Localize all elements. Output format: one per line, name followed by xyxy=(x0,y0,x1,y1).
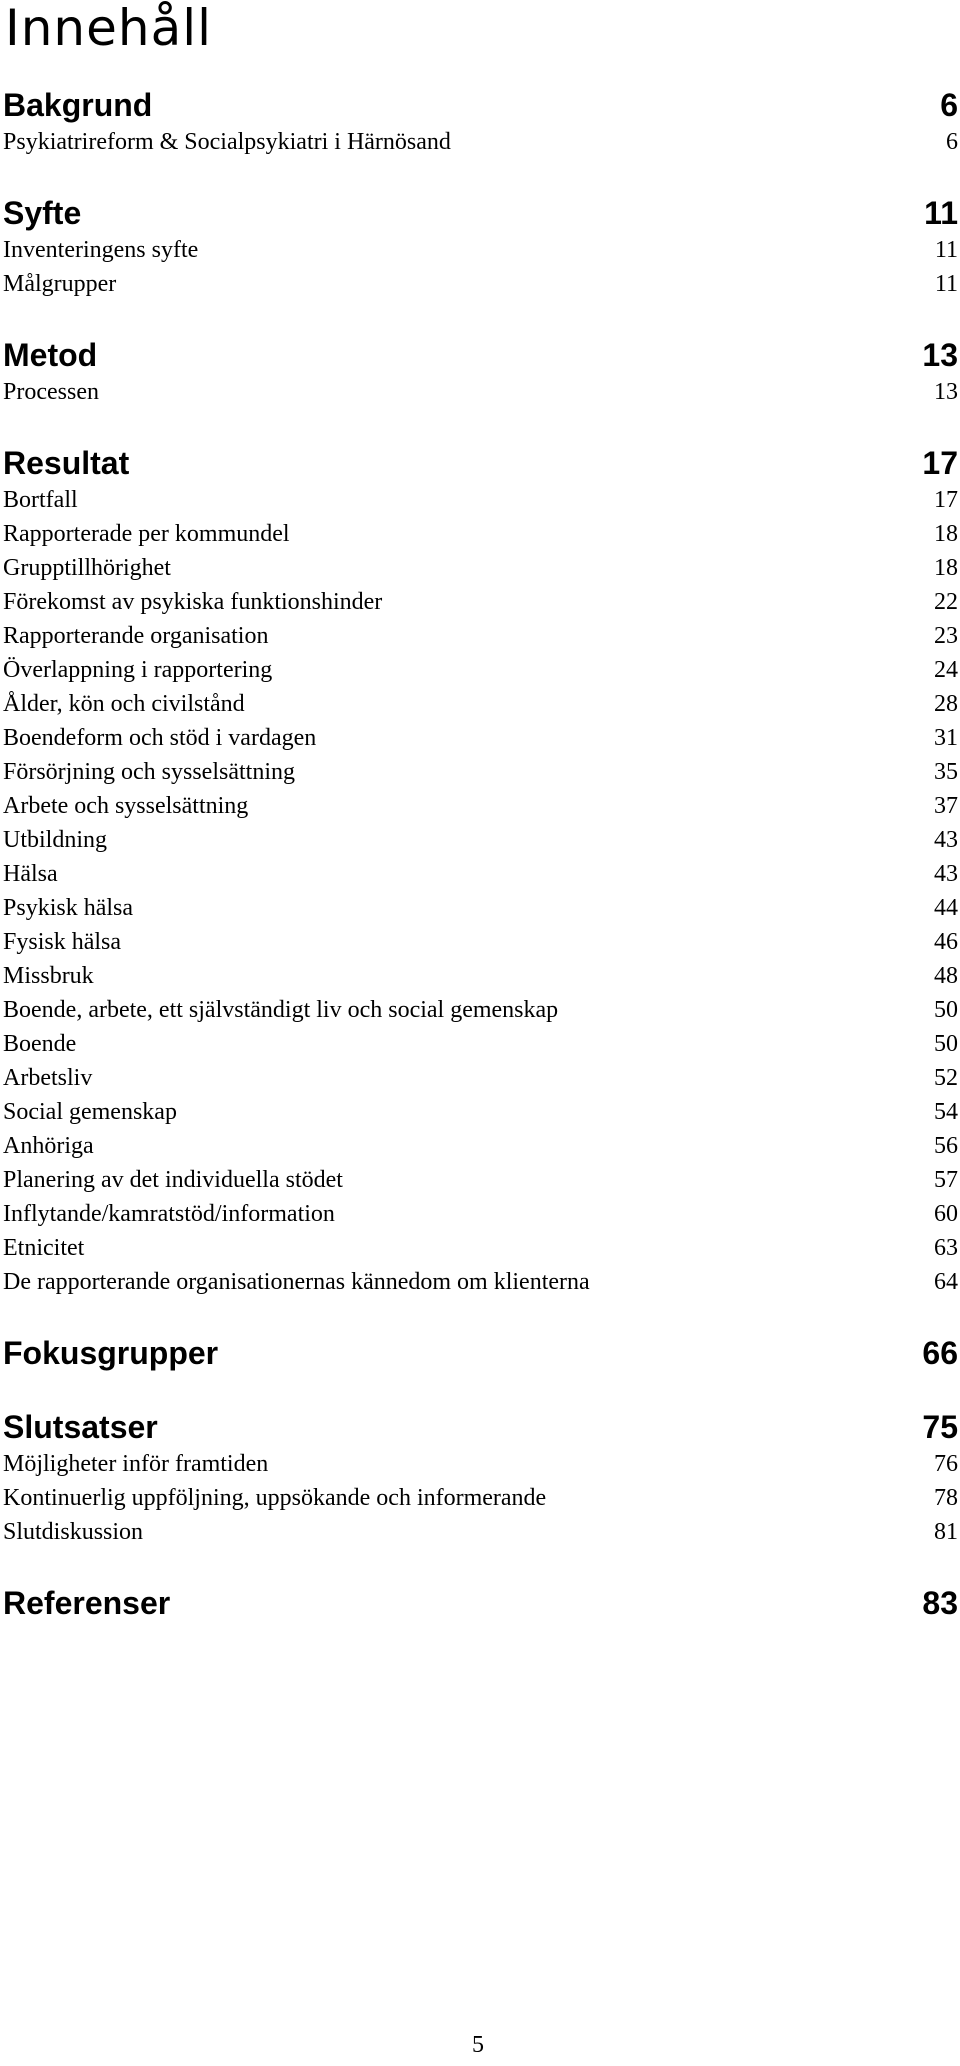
toc-entry-page: 18 xyxy=(934,555,958,581)
toc-entry xyxy=(3,375,958,409)
toc-entry-page: 52 xyxy=(934,1065,958,1091)
toc-section xyxy=(3,335,958,409)
toc-section-heading xyxy=(3,85,958,125)
toc-entry xyxy=(3,1061,958,1095)
toc-entry-label: Social gemenskap xyxy=(3,1099,177,1125)
toc-entry-label: De rapporterande organisationernas kännedom om klienterna xyxy=(3,1269,590,1295)
toc-entry-label: Arbete och sysselsättning xyxy=(3,793,249,819)
toc-section-heading xyxy=(3,1333,958,1373)
toc-entry xyxy=(3,233,958,267)
toc-entry-label: Kontinuerlig uppföljning, uppsökande och informerande xyxy=(3,1485,547,1511)
toc-heading-page: 13 xyxy=(922,337,958,373)
toc-entry-label: Psykiatrireform & Socialpsykiatri i Härnösand xyxy=(3,129,451,155)
toc-entry xyxy=(3,1129,958,1163)
toc-entry-page: 23 xyxy=(934,623,958,649)
toc-entry-label: Inflytande/kamratstöd/information xyxy=(3,1201,335,1227)
toc-entry-label: Anhöriga xyxy=(3,1133,94,1159)
toc-entry xyxy=(3,1231,958,1265)
toc-entry-page: 57 xyxy=(934,1167,958,1193)
toc-entry-label: Rapporterande organisation xyxy=(3,623,269,649)
toc-section-heading xyxy=(3,1583,958,1623)
toc-heading-page: 6 xyxy=(940,87,958,123)
toc-entry-page: 76 xyxy=(934,1451,958,1477)
toc-section-heading xyxy=(3,443,958,483)
toc-entry-label: Arbetsliv xyxy=(3,1065,93,1091)
toc-entry xyxy=(3,1027,958,1061)
toc-entry xyxy=(3,1095,958,1129)
toc-entry-page: 11 xyxy=(934,237,958,263)
toc-entry-page: 50 xyxy=(934,997,958,1023)
page-number: 5 xyxy=(472,2032,484,2058)
toc-heading-label: Referenser xyxy=(3,1585,171,1621)
toc-entry-label: Psykisk hälsa xyxy=(3,895,134,921)
toc-entry-page: 6 xyxy=(946,129,958,155)
toc-heading-label: Syfte xyxy=(3,195,82,231)
toc-section xyxy=(3,443,958,1299)
toc-entry-page: 11 xyxy=(934,271,958,297)
toc-entry-page: 44 xyxy=(934,895,958,921)
toc-entry xyxy=(3,517,958,551)
toc-entry-label: Processen xyxy=(3,379,99,405)
toc-heading-page: 83 xyxy=(922,1585,958,1621)
toc-entry xyxy=(3,1163,958,1197)
toc-entry xyxy=(3,721,958,755)
toc-entry-page: 31 xyxy=(934,725,958,751)
toc-entry-page: 64 xyxy=(934,1269,958,1295)
toc-entry-page: 56 xyxy=(934,1133,958,1159)
toc-entry-label: Fysisk hälsa xyxy=(3,929,122,955)
toc-heading-label: Metod xyxy=(3,337,98,373)
toc-heading-label: Bakgrund xyxy=(3,87,153,123)
table-of-contents xyxy=(3,85,958,1623)
toc-section-heading xyxy=(3,193,958,233)
toc-entry xyxy=(3,1447,958,1481)
toc-entry-label: Överlappning i rapportering xyxy=(3,657,273,683)
toc-entry xyxy=(3,993,958,1027)
toc-entry-page: 13 xyxy=(934,379,958,405)
toc-entry-page: 50 xyxy=(934,1031,958,1057)
toc-entry xyxy=(3,755,958,789)
toc-entry-page: 60 xyxy=(934,1201,958,1227)
toc-entry-label: Planering av det individuella stödet xyxy=(3,1167,343,1193)
toc-entry xyxy=(3,789,958,823)
toc-entry-page: 63 xyxy=(934,1235,958,1261)
toc-entry xyxy=(3,483,958,517)
toc-entry-label: Grupptillhörighet xyxy=(3,555,171,581)
toc-entry-page: 78 xyxy=(934,1485,958,1511)
toc-heading-label: Slutsatser xyxy=(3,1409,158,1445)
toc-entry-label: Slutdiskussion xyxy=(3,1519,144,1545)
toc-heading-label: Resultat xyxy=(3,445,130,481)
toc-entry xyxy=(3,925,958,959)
toc-entry xyxy=(3,1197,958,1231)
toc-entry-label: Målgrupper xyxy=(3,271,117,297)
toc-section xyxy=(3,85,958,159)
toc-section xyxy=(3,1407,958,1549)
toc-entry xyxy=(3,551,958,585)
toc-heading-page: 66 xyxy=(922,1335,958,1371)
toc-entry xyxy=(3,1265,958,1299)
toc-heading-page: 75 xyxy=(922,1409,958,1445)
toc-entry xyxy=(3,823,958,857)
toc-heading-label: Fokusgrupper xyxy=(3,1335,219,1371)
toc-entry-page: 54 xyxy=(934,1099,958,1125)
toc-entry-page: 18 xyxy=(934,521,958,547)
toc-entry xyxy=(3,619,958,653)
toc-section-heading xyxy=(3,1407,958,1447)
toc-entry-label: Utbildning xyxy=(3,827,108,853)
toc-section-heading xyxy=(3,335,958,375)
toc-section xyxy=(3,1333,958,1373)
toc-heading-page: 11 xyxy=(924,195,958,231)
toc-entry xyxy=(3,585,958,619)
toc-heading-page: 17 xyxy=(922,445,958,481)
toc-entry-page: 46 xyxy=(934,929,958,955)
toc-entry-page: 43 xyxy=(934,861,958,887)
toc-entry-label: Missbruk xyxy=(3,963,94,989)
toc-entry-page: 43 xyxy=(934,827,958,853)
toc-entry-page: 22 xyxy=(934,589,958,615)
toc-entry-label: Ålder, kön och civilstånd xyxy=(3,691,245,717)
toc-entry xyxy=(3,1481,958,1515)
toc-entry xyxy=(3,857,958,891)
toc-entry-label: Försörjning och sysselsättning xyxy=(3,759,295,785)
toc-entry-label: Etnicitet xyxy=(3,1235,85,1261)
toc-entry xyxy=(3,891,958,925)
toc-entry-page: 17 xyxy=(934,487,958,513)
toc-section xyxy=(3,1583,958,1623)
toc-entry xyxy=(3,1515,958,1549)
toc-entry-label: Boendeform och stöd i vardagen xyxy=(3,725,317,751)
toc-entry-page: 48 xyxy=(934,963,958,989)
toc-section xyxy=(3,193,958,301)
toc-entry-page: 81 xyxy=(934,1519,958,1545)
toc-entry-label: Rapporterade per kommundel xyxy=(3,521,290,547)
toc-entry-label: Hälsa xyxy=(3,861,58,887)
toc-entry xyxy=(3,267,958,301)
toc-entry xyxy=(3,959,958,993)
toc-entry-page: 24 xyxy=(934,657,958,683)
toc-entry xyxy=(3,687,958,721)
toc-entry-page: 35 xyxy=(934,759,958,785)
toc-entry-page: 28 xyxy=(934,691,958,717)
toc-entry-label: Bortfall xyxy=(3,487,78,513)
toc-entry xyxy=(3,125,958,159)
toc-entry-label: Inventeringens syfte xyxy=(3,237,199,263)
toc-entry-label: Boende xyxy=(3,1031,77,1057)
toc-title: Innehåll xyxy=(5,0,212,57)
toc-entry-label: Möjligheter inför framtiden xyxy=(3,1451,269,1477)
toc-entry xyxy=(3,653,958,687)
toc-entry-page: 37 xyxy=(934,793,958,819)
toc-entry-label: Förekomst av psykiska funktionshinder xyxy=(3,589,383,615)
toc-entry-label: Boende, arbete, ett självständigt liv och social gemenskap xyxy=(3,997,559,1023)
